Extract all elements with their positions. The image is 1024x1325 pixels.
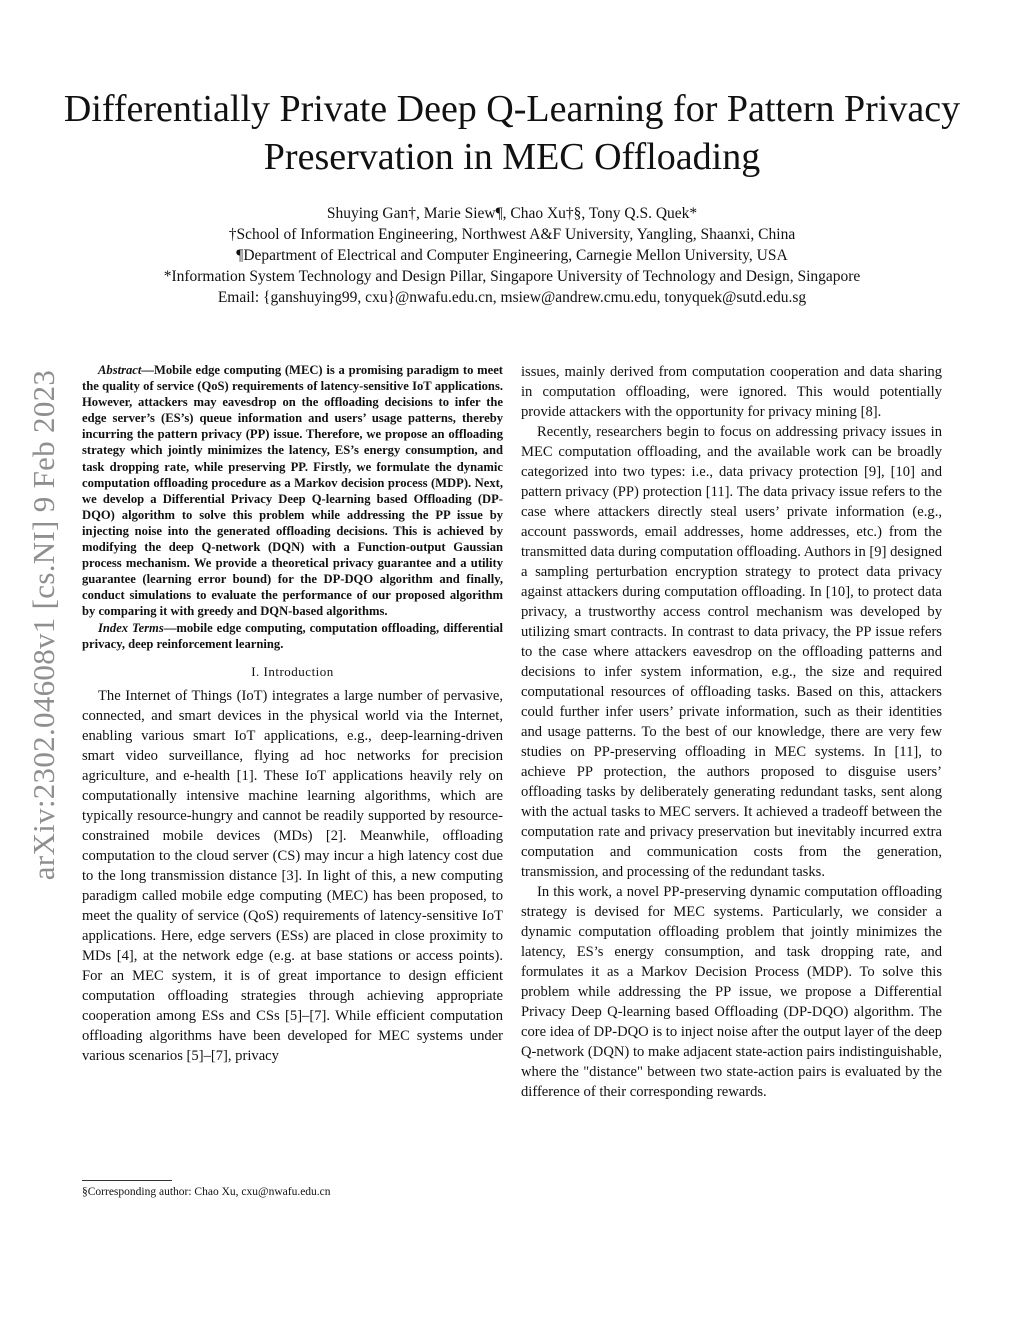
affiliation-1: †School of Information Engineering, Northwest A&F University, Yangling, Shaanxi, China [228,226,796,243]
footnote-divider [82,1180,172,1181]
abstract [82,362,503,620]
paper-title: Differentially Private Deep Q-Learning for Pattern Privacy Preservation in MEC Offloading [63,88,961,178]
arxiv-identifier: arXiv:2302.04608v1 [cs.NI] 9 Feb 2023 [26,369,61,881]
author-block [60,203,964,308]
abstract-label: Abstract [98,363,142,377]
intro-paragraph-3: In this work, a novel PP-preserving dynamic computation offloading strategy is devised for MEC systems. Particularly, we consider a dynamic computation offloading problem that jointly minimizes the latency, ES’s energy consumption, and task dropping rate, and formulates it as a Markov Decision Process (MDP). To solve this problem while addressing the PP issue, we propose a Differential Privacy Deep Q-learning based Offloading (DP-DQO) algorithm. The core idea of DP-DQO is to inject noise after the output layer of the deep Q-network (DQN) to make adjacent state-action pairs indistinguishable, where the "distance" between two state-action pairs is evaluated by the difference of their corresponding rewards. [521,884,942,1100]
index-terms-text: —mobile edge computing, computation offloading, differential privacy, deep reinforcement learning. [82,620,503,651]
arxiv-sidebar-stamp [14,340,74,910]
intro-paragraph-continued: issues, mainly derived from computation cooperation and data sharing in computation offloading, were ignored. This would potentially provide attackers with the opportunity for privacy mining [8]. [521,364,942,420]
corresponding-author-footnote: §Corresponding author: Chao Xu, cxu@nwafu.edu.cn [82,1186,331,1198]
index-terms [82,620,503,652]
affiliation-3: *Information System Technology and Design Pillar, Singapore University of Technology and Design, Singapore [163,268,861,285]
abstract-text: —Mobile edge computing (MEC) is a promising paradigm to meet the quality of service (QoS) requirements of latency-sensitive IoT applications. However, attackers may eavesdrop on the offloading decisions to infer the edge server’s (ES’s) queue information and users’ usage patterns, thereby incurring the pattern privacy (PP) issue. Therefore, we propose an offloading strategy which jointly minimizes the latency, ES’s energy consumption, and task dropping rate, while preserving PP. Firstly, we formulate the dynamic computation offloading procedure as a Markov decision process (MDP). Next, we develop a Differential Privacy Deep Q-learning based Offloading (DP-DQO) algorithm to solve this problem while addressing the PP issue by injecting noise into the generated offloading decisions. This is achieved by modifying the deep Q-network (DQN) with a Function-output Gaussian process mechanism. We provide a theoretical privacy guarantee and a utility guarantee (learning error bound) for the DP-DQO algorithm and finally, conduct simulations to evaluate the performance of our proposed algorithm by comparing it with greedy and DQN-based algorithms. [82,363,503,619]
author-names: Shuying Gan†, Marie Siew¶, Chao Xu†§, Tony Q.S. Quek* [326,205,698,222]
section-heading-introduction: I. Introduction [251,663,334,679]
right-column [521,362,942,1102]
left-column [82,362,503,1066]
affiliation-2: ¶Department of Electrical and Computer Engineering, Carnegie Mellon University, USA [236,247,788,264]
intro-paragraph-1: The Internet of Things (IoT) integrates a large number of pervasive, connected, and smart devices in the physical world via the Internet, enabling various smart IoT applications, e.g., deep-learning-driven smart video surveillance, flying ad hoc networks for precision agriculture, and e-health [1]. These IoT applications heavily rely on computationally intensive machine learning algorithms, which are typically resource-hungry and cannot be readily supported by resource-constrained mobile devices (MDs) [2]. Meanwhile, offloading computation to the cloud server (CS) may incur a high latency cost due to the long transmission distance [3]. In light of this, a new computing paradigm called mobile edge computing (MEC) has been proposed, to meet the quality of service (QoS) requirements of latency-sensitive IoT applications. Here, edge servers (ESs) are placed in close proximity to MDs [4], at the network edge (e.g. at base stations or access points). For an MEC system, it is of great importance to design efficient computation offloading strategies through achieving appropriate cooperation among ESs and CSs [5]–[7]. While efficient computation offloading algorithms have been developed for MEC systems under various scenarios [5]–[7], privacy [82,687,503,1064]
index-terms-label: Index Terms [98,620,164,635]
author-emails: Email: {ganshuying99, cxu}@nwafu.edu.cn, msiew@andrew.cmu.edu, tonyquek@sutd.edu.sg [217,289,807,306]
intro-paragraph-2: Recently, researchers begin to focus on addressing privacy issues in MEC computation offloading, and the available work can be broadly categorized into two types: i.e., data privacy protection [9], [10] and pattern privacy (PP) protection [11]. The data privacy issue refers to the case where attackers directly steal users’ private information (e.g., account passwords, email addresses, home addresses, etc.) from the transmitted data during computation offloading. Authors in [9] designed a sampling perturbation encryption strategy to protect data privacy against attackers during computation offloading. In [10], to protect data privacy, a trustworthy access control mechanism was developed by utilizing smart contracts. In contrast to data privacy, the PP issue refers to the case where attackers eavesdrop on the offloading patterns and decisions to infer system information, e.g., the size and required computational resources of offloading tasks. Based on this, attackers could further infer users’ private information, such as their identities and usage patterns. To the best of our knowledge, there are very few studies on PP-preserving offloading in MEC systems. In [11], to achieve PP protection, the authors proposed to disguise users’ offloading tasks by deliberately generating redundant tasks, sent along with the actual tasks to MEC servers. It achieved a tradeoff between the computation rate and privacy preservation but inevitably incurred extra computation and communication costs from the generation, transmission, and processing of the redundant tasks. [521,424,942,880]
